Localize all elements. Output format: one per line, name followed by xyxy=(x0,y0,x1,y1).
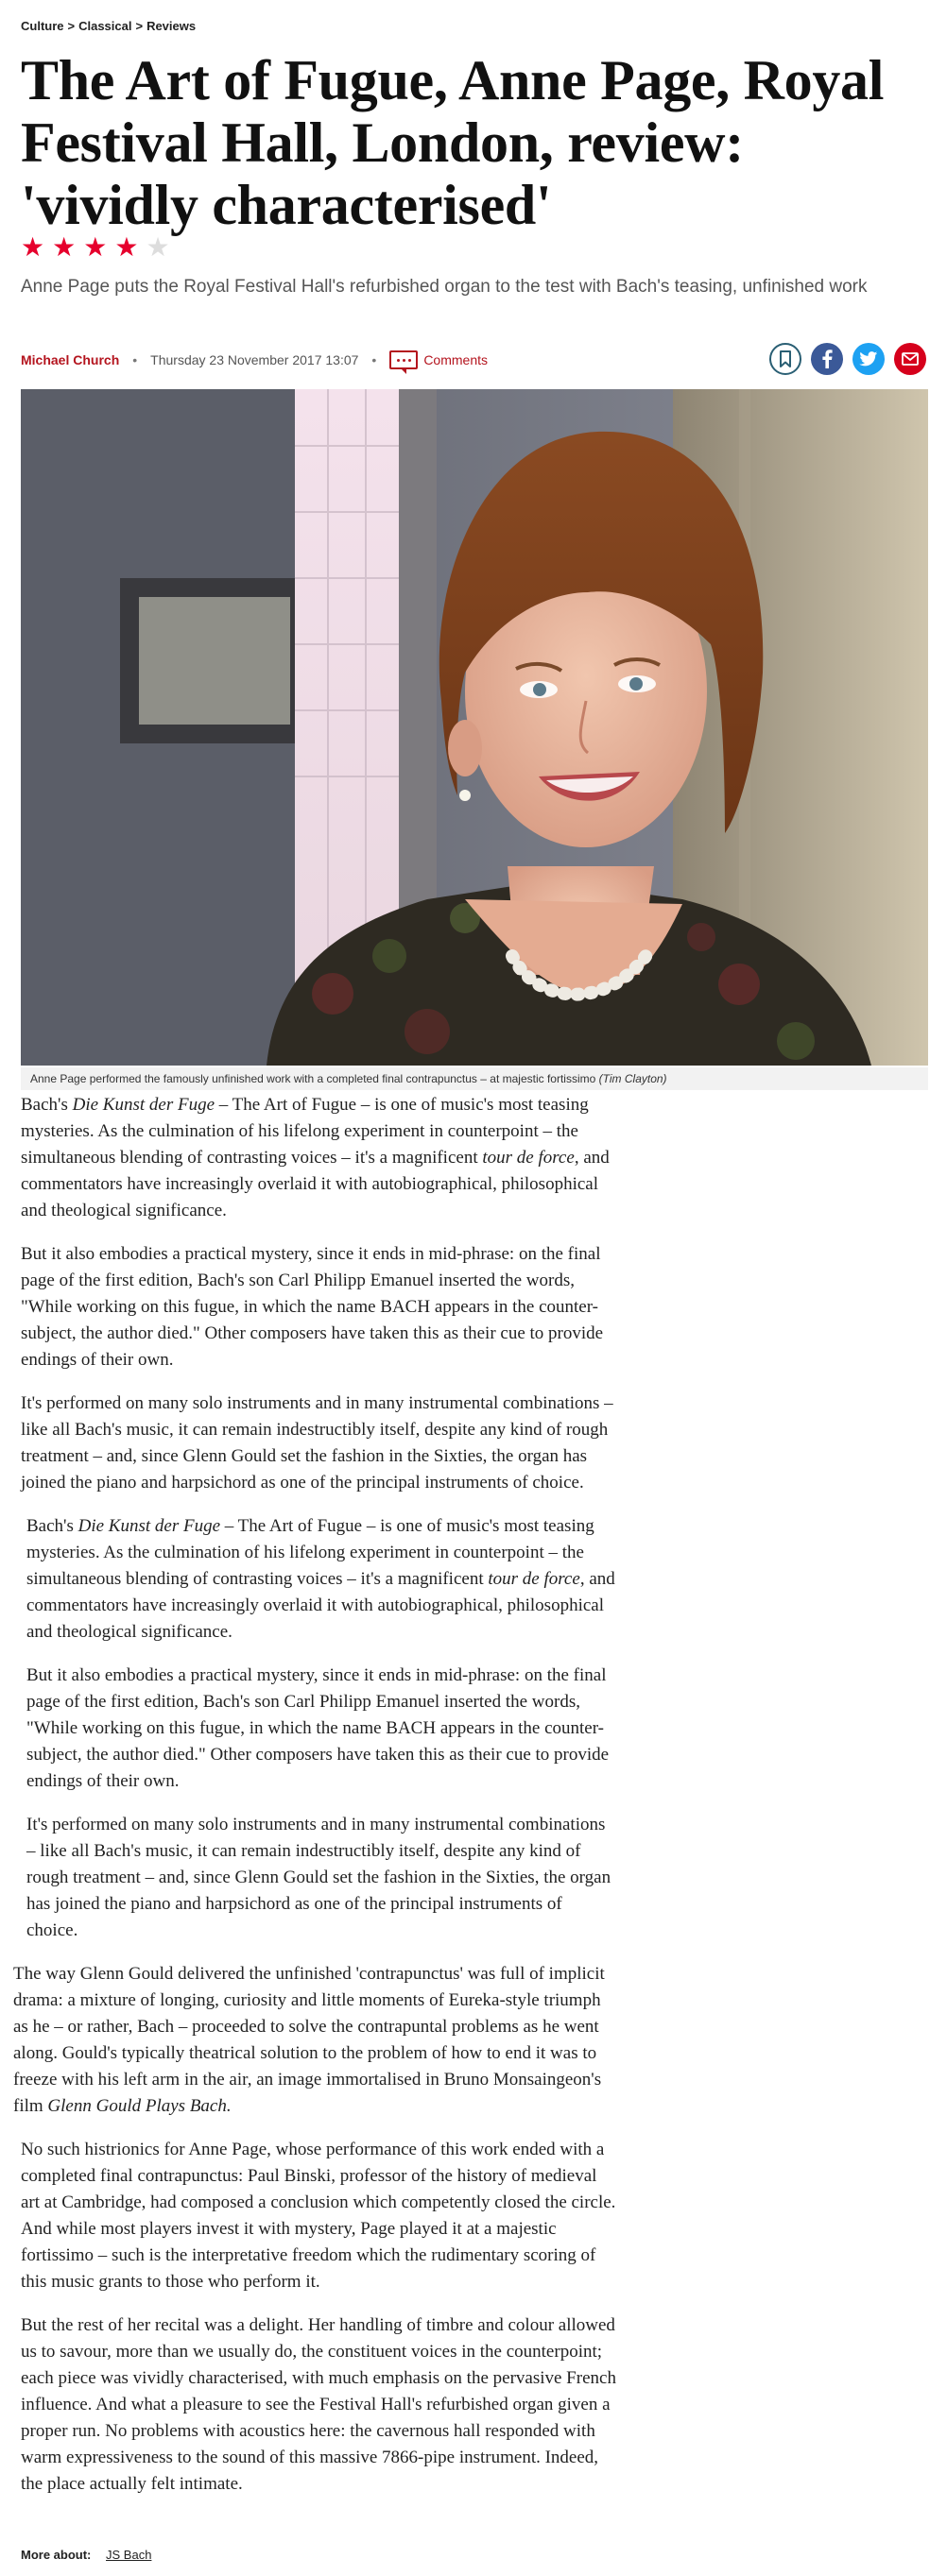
email-icon xyxy=(902,352,919,366)
facebook-icon xyxy=(821,350,833,368)
comments-link[interactable] xyxy=(389,350,488,369)
article-standfirst: Anne Page puts the Royal Festival Hall's refurbished organ to the test with Bach's teasing, unfinished work xyxy=(21,277,868,297)
more-about-label: More about: xyxy=(21,2548,92,2562)
breadcrumb-separator: > xyxy=(135,19,144,33)
comment-icon xyxy=(389,350,418,369)
bookmark-button[interactable] xyxy=(769,343,801,375)
twitter-icon xyxy=(859,351,878,367)
breadcrumb-reviews[interactable]: Reviews xyxy=(146,19,197,33)
byline-dot: • xyxy=(132,352,138,367)
breadcrumb-classical[interactable]: Classical xyxy=(78,19,132,33)
more-about xyxy=(21,2548,151,2562)
body-paragraph: But it also embodies a practical mystery, since it ends in mid-phrase: on the final page of the first edition, Bach's son Carl Philipp Emanuel inserted the words, "While working on this fugue, in which the name BACH appears in the counter-subject, the author died." Other composers have taken this as their cue to provide endings of their own. xyxy=(26,1665,610,1791)
breadcrumb-culture[interactable]: Culture xyxy=(21,19,64,33)
publish-date: Thursday 23 November 2017 13:07 xyxy=(150,352,359,367)
body-paragraph: But the rest of her recital was a delight. Her handling of timbre and colour allowed us to savour, more than we usually do, the constituent voices in the counterpoint; each piece was vividly characterised, with much emphasis on the pervasive French influence. And what a pleasure to see the Festival Hall's refurbished organ given a proper run. No problems with acoustics here: the cavernous hall responded with warm expressiveness to the sound of this massive 7866-pipe instrument. Indeed, the place actually felt intimate. xyxy=(21,2315,616,2494)
body-paragraph: But it also embodies a practical mystery, since it ends in mid-phrase: on the final page of the first edition, Bach's son Carl Philipp Emanuel inserted the words, "While working on this fugue, in which the name BACH appears in the counter-subject, the author died." Other composers have taken this as their cue to provide endings of their own. xyxy=(21,1244,604,1370)
author-link[interactable]: Michael Church xyxy=(21,352,120,367)
caption-text: Anne Page performed the famously unfinished work with a completed final contrapunctus – at majestic fortissimo xyxy=(30,1072,596,1085)
star-filled-icon: ★ xyxy=(114,231,139,263)
topic-tag-link[interactable]: JS Bach xyxy=(106,2548,152,2562)
photo-caption xyxy=(21,1067,928,1090)
twitter-share-button[interactable] xyxy=(852,343,885,375)
portrait-photo-anne-page xyxy=(21,389,928,1066)
body-paragraph: No such histrionics for Anne Page, whose performance of this work ended with a completed final contrapunctus: Paul Binski, professor of the history of medieval art at Cambridge, had composed a conclusion which competently closed the circle. And while most players invest it with mystery, Page played it at a majestic fortissimo – such is the interpretative freedom which the rudimentary scoring of this music grants to those who perform it. xyxy=(21,2140,616,2292)
body-paragraph: It's performed on many solo instruments and in many instrumental combinations – like all Bach's music, it can remain indestructibly itself, despite any kind of rough treatment – and, since Glenn Gould set the fashion in the Sixties, the organ has joined the piano and harpsichord as one of the principal instruments of choice. xyxy=(26,1815,611,1940)
star-filled-icon: ★ xyxy=(52,231,77,263)
star-filled-icon: ★ xyxy=(21,231,45,263)
byline-dot: • xyxy=(371,352,377,367)
share-bar xyxy=(769,343,926,375)
star-filled-icon: ★ xyxy=(83,231,108,263)
article-headline: The Art of Fugue, Anne Page, Royal Festival Hall, London, review: 'vividly characterised' xyxy=(21,49,885,236)
comments-label: Comments xyxy=(423,352,488,367)
breadcrumb xyxy=(21,19,196,33)
breadcrumb-separator: > xyxy=(67,19,76,33)
star-rating xyxy=(21,231,170,263)
bookmark-icon xyxy=(779,350,792,367)
body-paragraph: Bach's Die Kunst der Fuge – The Art of Fugue – is one of music's most teasing mysteries. As the culmination of his lifelong experiment in counterpoint – the simultaneous blending of contrasting voices – it's a magnificent tour de force, and commentators have increasingly overlaid it with autobiographical, philosophical and theological significance. xyxy=(21,1095,610,1220)
star-empty-icon: ★ xyxy=(146,231,170,263)
byline xyxy=(21,349,488,371)
photo-credit: (Tim Clayton) xyxy=(598,1072,667,1085)
body-paragraph: It's performed on many solo instruments and in many instrumental combinations – like all Bach's music, it can remain indestructibly itself, despite any kind of rough treatment – and, since Glenn Gould set the fashion in the Sixties, the organ has joined the piano and harpsichord as one of the principal instruments of choice. xyxy=(21,1393,613,1493)
email-share-button[interactable] xyxy=(894,343,926,375)
article-body xyxy=(13,1092,616,2515)
article-photo xyxy=(21,389,928,1066)
body-paragraph: The way Glenn Gould delivered the unfinished 'contrapunctus' was full of implicit drama: a mixture of longing, curiosity and little moments of Eureka-style triumph as he – or rather, Bach – proceeded to solve the contrapuntal problems as he went along. Gould's typically theatrical solution to the problem of how to end it was to freeze with his left arm in the air, an image immortalised in Bruno Monsaingeon's film Glenn Gould Plays Bach. xyxy=(13,1964,605,2116)
facebook-share-button[interactable] xyxy=(811,343,843,375)
body-paragraph: Bach's Die Kunst der Fuge – The Art of Fugue – is one of music's most teasing mysteries. As the culmination of his lifelong experiment in counterpoint – the simultaneous blending of contrasting voices – it's a magnificent tour de force, and commentators have increasingly overlaid it with autobiographical, philosophical and theological significance. xyxy=(26,1516,615,1642)
